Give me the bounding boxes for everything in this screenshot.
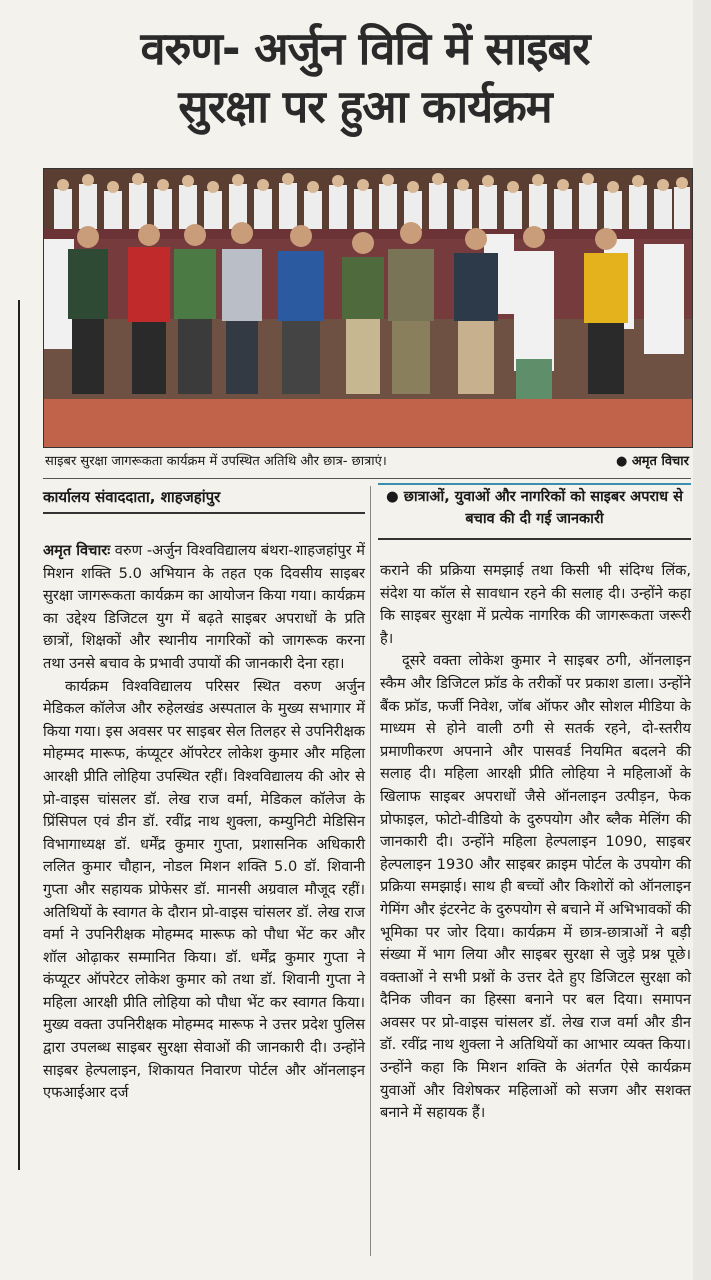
article-column-right (380, 560, 691, 1125)
paragraph-4: दूसरे वक्ता लोकेश कुमार ने साइबर ठगी, ऑनलाइन स्कैम और डिजिटल फ्रॉड के तरीकों पर प्रकाश डाला। उन्होंने बैंक फ्रॉड, फर्जी निवेश, जॉब ऑफर और सोशल मीडिया के माध्यम से होने वाली ठगी से सतर्क रहने, दो-स्तरीय प्रमाणीकरण अपनाने और पासवर्ड नियमित बदलने की सलाह दी। महिला आरक्षी प्रीति लोहिया ने महिलाओं के खिलाफ साइबर अपराधों जैसे ऑनलाइन उत्पीड़न, फेक प्रोफाइल, फोटो-वीडियो के दुरुपयोग और ब्लैक मेलिंग की जानकारी दी। उन्होंने महिला हेल्पलाइन 1090, साइबर हेल्पलाइन 1930 और साइबर क्राइम पोर्टल के उपयोग की प्रक्रिया समझाई। साथ ही बच्चों और किशोरों को ऑनलाइन गेमिंग और इंटरनेट के दुरुपयोग से बचाने में अभिभावकों की भूमिका पर जोर दिया। कार्यक्रम में छात्र-छात्राओं ने बड़ी संख्या में भाग लिया और साइबर सुरक्षा से जुड़े प्रश्न पूछे। वक्ताओं ने सभी प्रश्नों के उत्तर देते हुए डिजिटल सुरक्षा को दैनिक जीवन का हिस्सा बनाने पर बल दिया। समापन अवसर पर प्रो-वाइस चांसलर डॉ. लेख राज वर्मा और डीन डॉ. रवींद्र नाथ शुक्ला ने अतिथियों का आभार व्यक्त किया। उन्होंने कहा कि मिशन शक्ति के अंतर्गत ऐसे कार्यक्रम युवाओं और विशेषकर महिलाओं को सजग और सशक्त बनाने में सहायक हैं। (380, 652, 691, 1122)
column-divider (370, 486, 371, 1256)
photo-credit-text: अमृत विचार (631, 454, 689, 469)
article-column-left (43, 540, 365, 1105)
headline (40, 20, 690, 136)
subheadline-rule (378, 538, 691, 540)
page-edge-rule (18, 300, 20, 1170)
byline-rule (43, 512, 365, 514)
photo-caption (43, 450, 691, 474)
caption-separator (43, 478, 691, 479)
subheadline: ● छात्राओं, युवाओं और नागरिकों को साइबर अपराध से बचाव की दी गई जानकारी (386, 489, 683, 527)
paragraph-3: कराने की प्रक्रिया समझाई तथा किसी भी संदिग्ध लिंक, संदेश या कॉल से सावधान रहने की सलाह दी। उन्होंने कहा कि साइबर सुरक्षा में प्रत्येक नागरिक की जागरूकता जरूरी है। (380, 562, 691, 647)
photo-credit: ● अमृत विचार (615, 454, 689, 469)
subheadline-accent (378, 483, 691, 485)
paragraph-2: कार्यक्रम विश्वविद्यालय परिसर स्थित वरुण अर्जुन मेडिकल कॉलेज और रुहेलखंड अस्पताल के मुख्य सभागार में किया गया। इस अवसर पर साइबर सेल तिलहर से उपनिरीक्षक मोहम्मद मारूफ, कंप्यूटर ऑपरेटर लोकेश कुमार और महिला आरक्षी प्रीति लोहिया उपस्थित रहीं। विश्वविद्यालय की ओर से प्रो-वाइस चांसलर डॉ. लेख राज वर्मा, मेडिकल कॉलेज के प्रिंसिपल एवं डीन डॉ. रवींद्र नाथ शुक्ला, कम्युनिटी मेडिसिन विभागाध्यक्ष डॉ. धर्मेंद्र कुमार गुप्ता, प्रशासनिक अधिकारी ललित कुमार चौहान, नोडल मिशन शक्ति 5.0 डॉ. शिवानी गुप्ता और सहायक प्रोफेसर डॉ. मानसी अग्रवाल मौजूद रहीं। अतिथियों के स्वागत के दौरान प्रो-वाइस चांसलर डॉ. लेख राज वर्मा ने उपनिरीक्षक मोहम्मद मारूफ को पौधा भेंट कर और शॉल ओढ़ाकर सम्मानित किया। डॉ. धर्मेंद्र कुमार गुप्ता ने कंप्यूटर ऑपरेटर लोकेश कुमार को तथा डॉ. शिवानी गुप्ता ने महिला आरक्षी प्रीति लोहिया को पौधा भेंट कर स्वागत किया। मुख्य वक्ता उपनिरीक्षक मोहम्मद मारूफ ने उत्तर प्रदेश पुलिस द्वारा उपलब्ध साइबर सुरक्षा सेवाओं की जानकारी दी। उन्होंने साइबर हेल्पलाइन, शिकायत निवारण पोर्टल और ऑनलाइन एफआईआर दर्ज (43, 677, 365, 1102)
headline-line-1: वरुण- अर्जुन विवि में साइबर (140, 22, 590, 75)
page-fold (693, 0, 711, 1280)
byline: कार्यालय संवाददाता, शाहजहांपुर (43, 488, 221, 506)
caption-text: साइबर सुरक्षा जागरूकता कार्यक्रम में उपस्थित अतिथि और छात्र- छात्राएं। (45, 454, 387, 469)
paragraph-1-text: वरुण -अर्जुन विश्वविद्यालय बंथरा-शाहजहांपुर में मिशन शक्ति 5.0 अभियान के तहत एक दिवसीय साइबर सुरक्षा जागरूकता कार्यक्रम का आयोजन किया गया। कार्यक्रम का उद्देश्य डिजिटल युग में बढ़ते साइबर अपराधों के प्रति छात्रों, शिक्षकों और स्थानीय नागरिकों को जागरूक करना तथा उनसे बचाव के प्रभावी उपायों की जानकारी देना रहा। (43, 542, 365, 672)
group-photo-illustration (44, 169, 692, 447)
subheadline-text: छात्राओं, युवाओं और नागरिकों को साइबर अपराध से बचाव की दी गई जानकारी (403, 489, 683, 527)
group-photo (43, 168, 693, 448)
headline-line-2: सुरक्षा पर हुआ कार्यक्रम (178, 80, 552, 133)
paragraph-1 (43, 540, 365, 676)
dateline: अमृत विचारः (43, 542, 111, 559)
